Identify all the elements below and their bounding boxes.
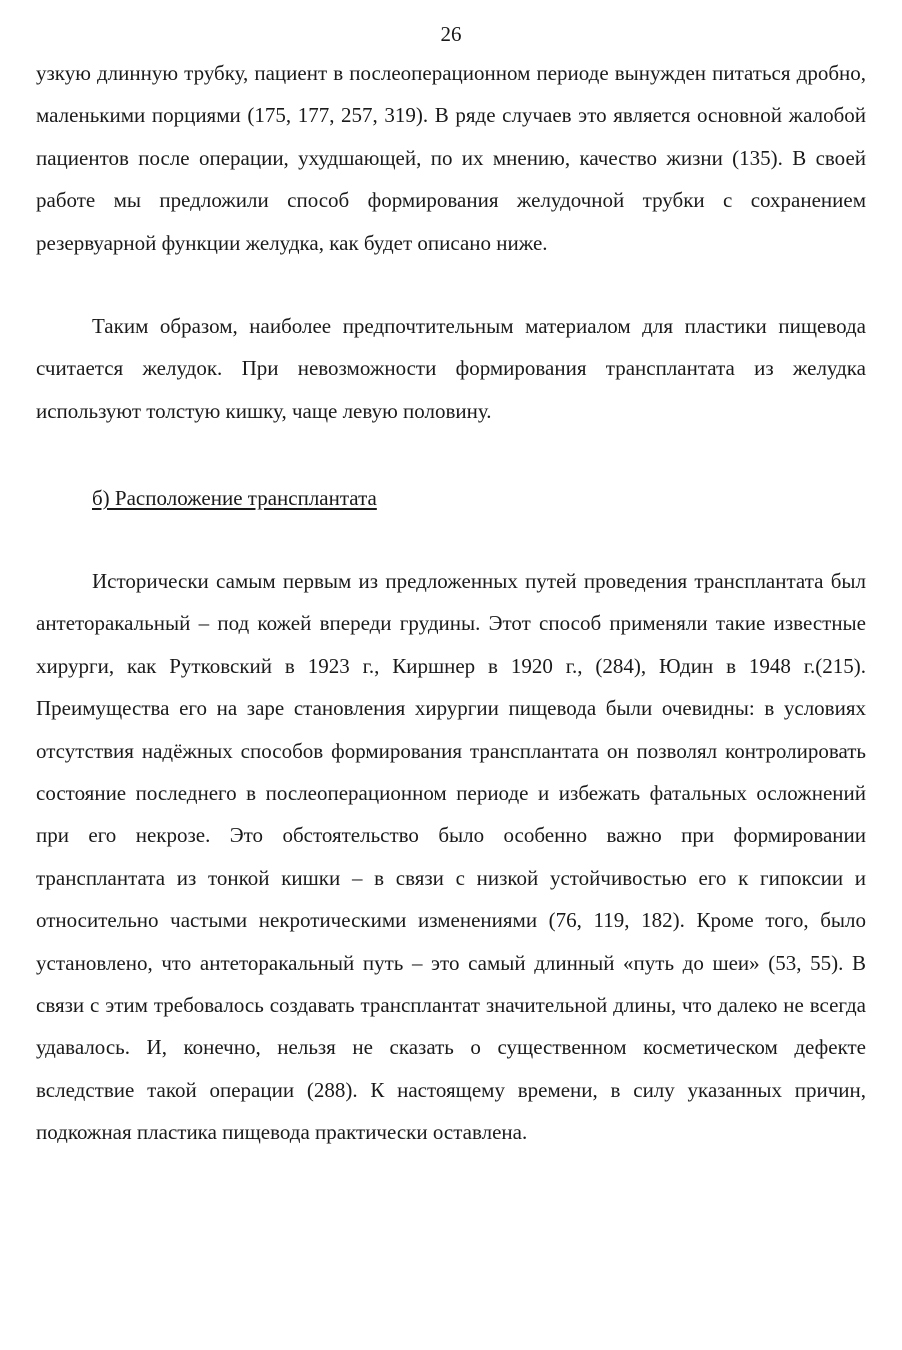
paragraph-text: Таким образом, наиболее предпочтительным материалом для пластики пищевода считается желудок. При невозможности формирования трансплантата из желудка используют толстую кишку, чаще левую половину. (36, 314, 866, 423)
page-number: 26 (440, 22, 462, 46)
paragraph-conclusion (36, 305, 866, 432)
paragraph-text: узкую длинную трубку, пациент в послеоперационном периоде вынужден питаться дробно, маленькими порциями (175, 177, 257, 319). В ряде случаев это является основной жалобой пациентов после операции, ухудшающей, по их мнению, качество жизни (135). В своей работе мы предложили способ формирования желудочной трубки с сохранением резервуарной функции желудка, как будет описано ниже. (36, 61, 866, 255)
paragraph-history (36, 560, 866, 1154)
paragraph-continuation (36, 52, 866, 264)
paragraph-text: Исторически самым первым из предложенных путей проведения трансплантата был антеторакальный – под кожей впереди грудины. Этот способ применяли такие известные хирурги, как Рутковский в 1923 г., Киршнер в 1920 г., (284), Юдин в 1948 г.(215). Преимущества его на заре становления хирургии пищевода были очевидны: в условиях отсутствия надёжных способов формирования трансплантата он позволял контролировать состояние последнего в послеоперационном периоде и избежать фатальных осложнений при его некрозе. Это обстоятельство было особенно важно при формировании трансплантата из тонкой кишки – в связи с низкой устойчивостью его к гипоксии и относительно частыми некротическими изменениями (76, 119, 182). Кроме того, было установлено, что антеторакальный путь – это самый длинный «путь до шеи» (53, 55). В связи с этим требовалось создавать трансплантат значительной длины, что далеко не всегда удавалось. И, конечно, нельзя не сказать о существенном косметическом дефекте вследствие такой операции (288). К настоящему времени, в силу указанных причин, подкожная пластика пищевода практически оставлена. (36, 569, 866, 1145)
section-heading: б) Расположение трансплантата (92, 486, 377, 510)
